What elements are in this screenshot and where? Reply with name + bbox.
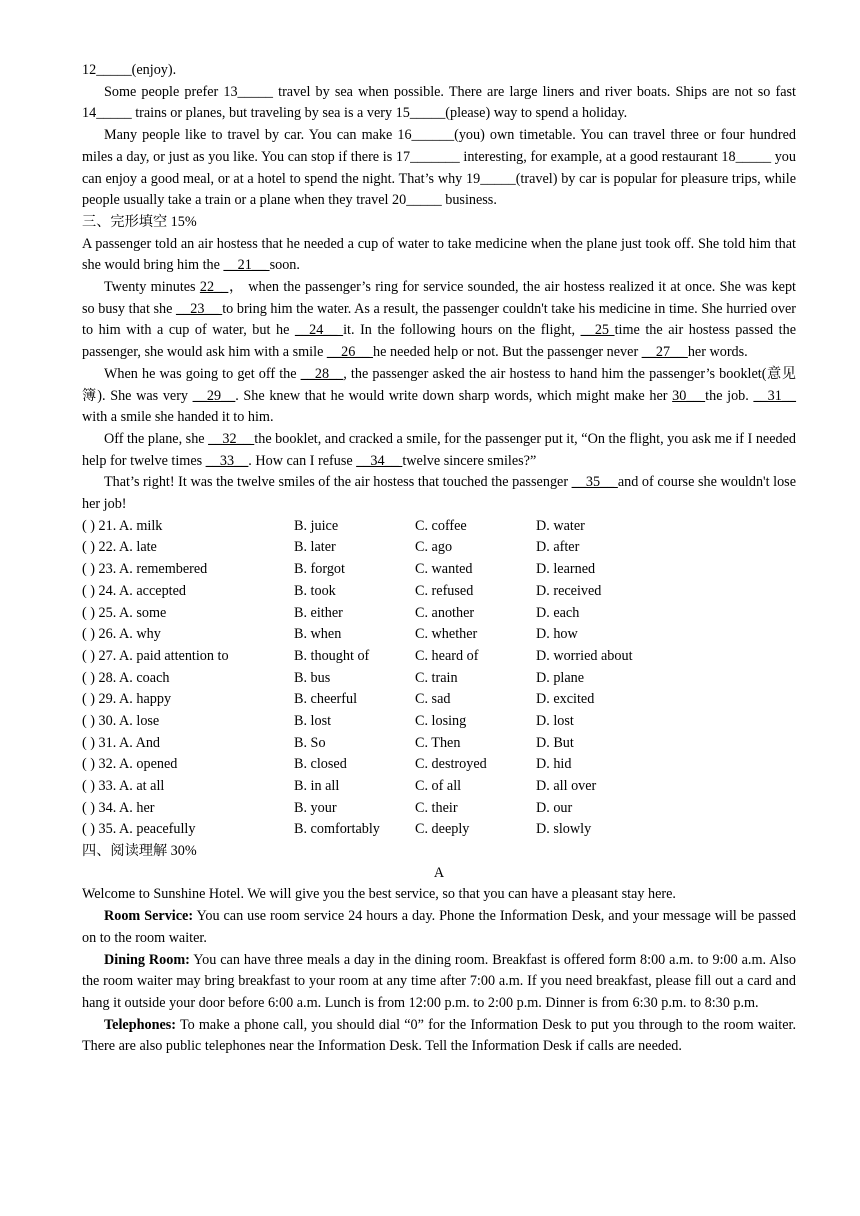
- option-row: ( ) 28. A. coach B. bus C. train D. plane: [82, 669, 585, 686]
- room-service-paragraph: Room Service: You can use room service 24 hours a day. Phone the Information Desk, and your message will be passed on to the room waiter.: [82, 908, 797, 946]
- reading-intro: Welcome to Sunshine Hotel. We will give you the best service, so that you can have a pleasant stay here.: [82, 886, 676, 903]
- blank-22: 22__: [199, 279, 229, 296]
- option-row: ( ) 27. A. paid attention to B. thought of C. heard of D. worried about: [82, 647, 633, 664]
- blank-24: __24__: [294, 322, 344, 339]
- option-row: ( ) 21. A. milk B. juice C. coffee D. water: [82, 517, 585, 534]
- grammar-paragraph-1: 12_____(enjoy).: [82, 62, 177, 78]
- option-row: ( ) 25. A. some B. either C. another D. each: [82, 604, 580, 621]
- option-row: ( ) 32. A. opened B. closed C. destroyed D. hid: [82, 756, 572, 773]
- dining-room-paragraph: Dining Room: You can have three meals a day in the dining room. Breakfast is offered form 8:00 a.m. to 9:00 a.m. Also the room waiter may bring breakfast to your room at any time after 7:00 a.m. If you need breakfast, please fill out a card and hang it outside your door before 6:00 a.m. Lunch is from 12:00 p.m. to 2:00 p.m. Dinner is from 6:30 p.m. to 8:30 p.m.: [82, 951, 796, 1011]
- cloze-options: [82, 516, 796, 841]
- blank-33: __33__: [205, 452, 249, 469]
- blank-27: __27__: [641, 344, 688, 361]
- telephones-paragraph: Telephones: To make a phone call, you should dial “0” for the Information Desk to put you through to the room waiter. There are also public telephones near the Information Desk. Tell the Information Desk if calls are needed.: [82, 1016, 796, 1055]
- cloze-heading: 三、完形填空 15%: [82, 213, 197, 230]
- cloze-paragraph-5: That’s right! It was the twelve smiles of the air hostess that touched the passenger __35__ and of course she wouldn't lose her job!: [82, 474, 796, 513]
- option-row: ( ) 34. A. her B. your C. their D. our: [82, 799, 573, 816]
- dining-room-label: Dining Room:: [104, 951, 190, 968]
- option-row: ( ) 30. A. lose B. lost C. losing D. lost: [82, 712, 574, 729]
- reading-heading: 四、阅读理解 30%: [82, 843, 197, 860]
- option-row: ( ) 24. A. accepted B. took C. refused D. received: [82, 582, 602, 599]
- blank-31: __31__: [753, 387, 797, 404]
- grammar-paragraph-2: Some people prefer 13_____ travel by sea when possible. There are large liners and river boats. Ships are not so fast 14_____ trains or planes, but traveling by sea is a very 15_____(please) way to spend a holiday.: [82, 83, 796, 122]
- exam-page: [82, 60, 796, 1058]
- room-service-label: Room Service:: [104, 908, 194, 925]
- grammar-paragraph-3: Many people like to travel by car. You can make 16______(you) own timetable. You can travel three or four hundred miles a day, or just as you like. You can stop if there is 17_______ interesting, for example, at a good restaurant 18_____ you can enjoy a good meal, or at a hotel to spend the night. That’s why 19_____(travel) by car is popular for pleasure trips, while people usually take a train or a plane when they travel 20_____ business.: [82, 127, 796, 209]
- cloze-paragraph-1: A passenger told an air hostess that he needed a cup of water to take medicine when the plane just took off. She told him that she would bring him the __21__ soon.: [82, 235, 796, 274]
- option-row: ( ) 29. A. happy B. cheerful C. sad D. excited: [82, 691, 595, 708]
- blank-26: __26__: [326, 344, 374, 361]
- cloze-paragraph-2: Twenty minutes 22__， when the passenger’s ring for service sounded, the air hostess realized it at once. She was kept so busy that she __23__ to bring him the water. As a result, the passenger couldn't take his medicine in time. She hurried over to him with a cup of water, but he __24__ it. In the following hours on the flight, __25 time the air hostess passed the passenger, she would ask him with a smile __26__ he needed help or not. But the passenger never __27__ her words.: [82, 279, 797, 361]
- telephones-label: Telephones:: [104, 1016, 177, 1033]
- blank-34: __34__: [356, 452, 403, 469]
- passage-label: A: [433, 864, 445, 881]
- option-row: ( ) 23. A. remembered B. forgot C. wanted D. learned: [82, 561, 596, 578]
- blank-29: __29__: [192, 387, 236, 404]
- blank-32: __32__: [208, 430, 255, 447]
- option-row: ( ) 33. A. at all B. in all C. of all D. all over: [82, 778, 597, 795]
- blank-23: __23__: [176, 300, 223, 317]
- option-row: ( ) 35. A. peacefully B. comfortably C. deeply D. slowly: [82, 821, 592, 838]
- blank-35: __35__: [571, 474, 618, 491]
- blank-25: __25: [580, 322, 615, 339]
- cloze-paragraph-3: When he was going to get off the __28__, the passenger asked the air hostess to hand him the passenger’s booklet(意见簿). She was very __29__. She knew that he would write down sharp words, which might make her 30__ the job. __31__ with a smile she handed it to him.: [82, 365, 797, 426]
- blank-28: __28__: [300, 365, 344, 382]
- option-row: ( ) 31. A. And B. So C. Then D. But: [82, 734, 574, 751]
- blank-21: __21__: [223, 257, 270, 274]
- option-row: ( ) 26. A. why B. when C. whether D. how: [82, 626, 578, 643]
- cloze-paragraph-4: Off the plane, she __32__ the booklet, and cracked a smile, for the passenger put it, “On the flight, you ask me if I needed help for twelve times __33__. How can I refuse __34__ twelve sincere smiles?”: [82, 430, 797, 469]
- blank-30: 30__: [672, 387, 706, 404]
- option-row: ( ) 22. A. late B. later C. ago D. after: [82, 539, 580, 556]
